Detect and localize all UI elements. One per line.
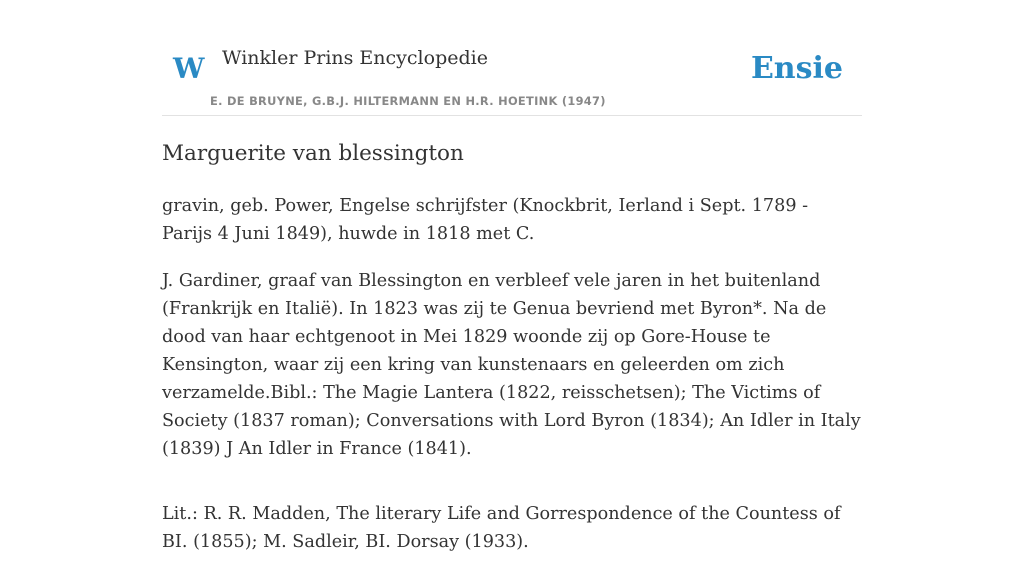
ensie-brand-link[interactable]: Ensie xyxy=(750,51,843,86)
article-body xyxy=(162,192,862,575)
site-header xyxy=(162,0,862,116)
article-title: Marguerite van blessington xyxy=(162,141,464,166)
article-paragraph: J. Gardiner, graaf van Blessington en verbleef vele jaren in het buitenland (Frankrijk en Italië). In 1823 was zij te Genua bevriend met Byron*. Na de dood van haar echtgenoot in Mei 1829 woonde zij op Gore-House te Kensington, waar zij een kring van kunstenaars en geleerden om zich verzamelde.Bibl.: The Magie Lantera (1822, reisschetsen); The Victims of Society (1837 roman); Conversations with Lord Byron (1834); An Idler in Italy (1839) J An Idler in France (1841). xyxy=(162,271,861,459)
article-paragraph: gravin, geb. Power, Engelse schrijfster (Knockbrit, Ierland i Sept. 1789 - Parijs 4 Juni 1849), huwde in 1818 met C. xyxy=(162,196,809,244)
page xyxy=(162,0,862,552)
site-subtitle: E. DE BRUYNE, G.B.J. HILTERMANN EN H.R. HOETINK (1947) xyxy=(210,94,606,108)
article-paragraph: Lit.: R. R. Madden, The literary Life and Gorrespondence of the Countess of BI. (1855); M. Sadleir, BI. Dorsay (1933). xyxy=(162,504,841,552)
site-title[interactable]: Winkler Prins Encyclopedie xyxy=(222,47,488,69)
winkler-prins-logo-icon[interactable]: W xyxy=(173,52,205,85)
